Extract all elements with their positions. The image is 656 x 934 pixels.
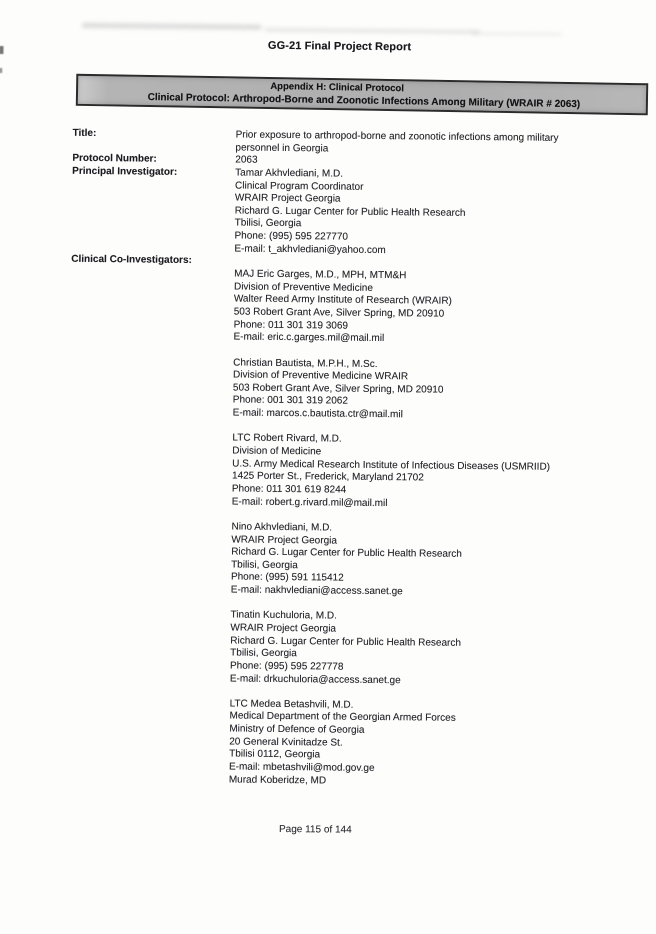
field-value: LTC Robert Rivard, M.D.: [232, 432, 342, 445]
field-value: Richard G. Lugar Center for Public Health Research: [230, 635, 462, 649]
field-value: Phone: 011 301 319 3069: [233, 319, 349, 332]
field-label: Title:: [72, 127, 97, 140]
field-value: WRAIR Project Georgia: [234, 192, 341, 205]
field-value: 503 Robert Grant Ave, Silver Spring, MD 20910: [232, 382, 444, 396]
field-value: Tbilisi, Georgia: [231, 559, 298, 571]
field-value: E-mail: eric.c.garges.mil@mail.mil: [233, 331, 385, 345]
appendix-banner: [76, 74, 648, 115]
field-value: Phone: 011 301 619 8244: [231, 483, 347, 496]
field-value: MAJ Eric Garges, M.D., MPH, MTM&H: [234, 268, 407, 282]
field-value: Medical Department of the Georgian Armed Forces: [229, 710, 456, 725]
field-value: E-mail: marcos.c.bautista.ctr@mail.mil: [232, 407, 403, 421]
field-value: Richard G. Lugar Center for Public Health Research: [234, 205, 466, 219]
field-value: Christian Bautista, M.P.H., M.Sc.: [233, 356, 378, 370]
field-value: Clinical Program Coordinator: [235, 180, 364, 193]
field-value: E-mail: drkuchuloria@access.sanet.ge: [229, 672, 401, 686]
field-value: E-mail: nakhvlediani@access.sanet.ge: [230, 584, 403, 598]
scan-artifact-edge-mark: [0, 68, 2, 73]
field-value: Phone: 001 301 319 2062: [232, 394, 348, 408]
scan-artifact-streak: [472, 32, 562, 36]
report-header-title: GG-21 Final Project Report: [267, 39, 412, 54]
field-value: WRAIR Project Georgia: [230, 622, 337, 635]
field-label: Clinical Co-Investigators:: [71, 254, 192, 267]
field-value: LTC Medea Betashvili, M.D.: [229, 698, 354, 711]
field-value: U.S. Army Medical Research Institute of Infectious Diseases (USMRIID): [232, 458, 551, 473]
field-value: Tbilisi 0112, Georgia: [229, 748, 321, 761]
field-value: WRAIR Project Georgia: [231, 533, 338, 547]
scan-artifact-streak: [82, 23, 262, 30]
field-label: Protocol Number:: [72, 153, 157, 165]
field-value: personnel in Georgia: [235, 142, 329, 155]
field-value: Murad Koberidze, MD: [228, 774, 327, 787]
field-value: Phone: (995) 595 227778: [229, 660, 344, 673]
field-value: Phone: (995) 595 227770: [234, 230, 349, 243]
field-value: Nino Akhvlediani, M.D.: [231, 521, 333, 534]
page-number-footer: Page 115 of 144: [278, 823, 352, 836]
field-value: Tinatin Kuchuloria, M.D.: [230, 609, 337, 622]
field-label: [66, 772, 229, 786]
field-value: Tamar Akhvlediani, M.D.: [235, 167, 344, 180]
field-value: 2063: [235, 154, 258, 166]
field-value: Walter Reed Army Institute of Research (WRAIR): [233, 293, 452, 308]
field-value: Division of Preventive Medicine WRAIR: [233, 369, 409, 383]
field-value: E-mail: robert.g.rivard.mil@mail.mil: [231, 496, 388, 509]
field-value: Richard G. Lugar Center for Public Health Research: [231, 546, 462, 561]
field-value: Ministry of Defence of Georgia: [229, 723, 365, 736]
field-value: Tbilisi, Georgia: [230, 647, 297, 660]
field-value: E-mail: mbetashvili@mod.gov.ge: [228, 761, 375, 774]
field-label: Principal Investigator:: [72, 165, 178, 178]
scan-artifact-edge-mark: [0, 46, 4, 54]
field-value: Prior exposure to arthropod-borne and zoonotic infections among military: [235, 129, 559, 144]
banner-title: Appendix H: Clinical Protocol: [270, 81, 404, 95]
field-value: Division of Medicine: [232, 445, 322, 458]
field-value: Tbilisi, Georgia: [234, 217, 302, 230]
field-value: E-mail: t_akhvlediani@yahoo.com: [234, 243, 386, 256]
field-value: 503 Robert Grant Ave, Silver Spring, MD 20910: [233, 306, 445, 320]
field-value: 20 General Kvinitadze St.: [229, 736, 343, 749]
scan-artifact-streak: [265, 28, 480, 34]
field-value: Division of Preventive Medicine: [233, 281, 374, 294]
field-value: 1425 Porter St., Frederick, Maryland 21702: [231, 470, 424, 484]
banner-subtitle: Clinical Protocol: Arthropod-Borne and Zoonotic Infections Among Military (WRAIR # 2063): [147, 91, 581, 111]
protocol-fields: [66, 128, 651, 791]
field-value: Phone: (995) 591 115412: [230, 571, 344, 585]
